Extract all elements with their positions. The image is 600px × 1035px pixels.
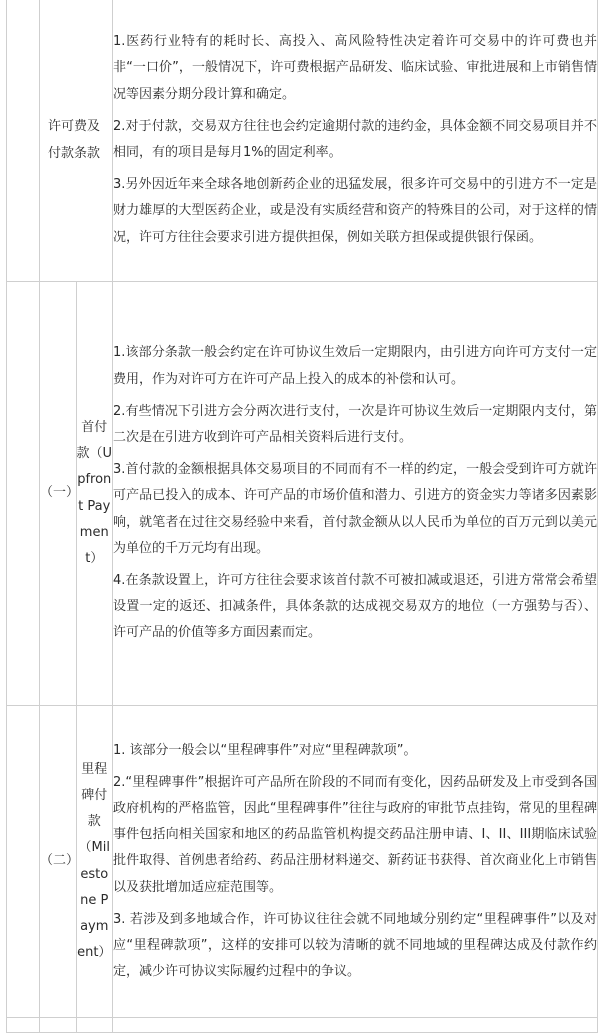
paragraph: 1.医药行业特有的耗时长、高投入、高风险特性决定着许可交易中的许可费也并非“一口价”，一般情况下，许可费根据产品研发、临床试验、审批进展和上市销售情况等因素分期分段计算和确定。 — [113, 34, 597, 102]
row-content — [113, 282, 598, 706]
paragraph: 2.“里程碑事件”根据许可产品所在阶段的不同而有变化，因药品研发及上市受到各国政府机构的严格监管，因此“里程碑事件”往往与政府的审批节点挂钩，常见的里程碑事件包括向相关国家和地区的药品监管机构提交药品注册申请、I、II、III期临床试验批件取得、首例患者给药、药品注册材料递交、新药证书获得、首次商业化上市销售以及获批增加适应症范围等。 — [113, 774, 597, 895]
row-number: （二） — [40, 706, 77, 1018]
paragraph: 2.有些情况下引进方会分两次进行支付，一次是许可协议生效后一定期限内支付，第二次是在引进方收到许可产品相关资料后进行支付。 — [113, 403, 597, 445]
paragraph: 3.另外因近年来全球各地创新药企业的迅猛发展，很多许可交易中的引进方不一定是财力雄厚的大型医药企业，或是没有实质经营和资产的特殊目的公司，对于这样的情况，许可方往往会要求引进方提供担保，例如关联方担保或提供银行保函。 — [113, 177, 597, 245]
row-label: 许可费及付款条款 — [40, 0, 113, 282]
row-content — [113, 0, 598, 282]
paragraph: 3. 若涉及到多地域合作，许可协议往往会就不同地域分别约定“里程碑事件”以及对应“里程碑款项”，这样的安排可以较为清晰的就不同地域的里程碑达成及付款作约定，减少许可协议实际履约过程中的争议。 — [113, 911, 597, 980]
row-content — [113, 706, 598, 1018]
blank-cell — [7, 1018, 40, 1033]
blank-cell — [7, 706, 40, 1018]
table-row — [7, 0, 598, 282]
blank-cell — [40, 1018, 77, 1033]
terms-table — [6, 0, 598, 1033]
paragraph: 2.对于付款，交易双方往往也会约定逾期付款的违约金，具体金额不同交易项目并不相同，有的项目是每月1%的固定利率。 — [113, 118, 597, 160]
blank-cell — [113, 1018, 598, 1033]
blank-cell — [7, 0, 40, 282]
paragraph: 1.该部分条款一般会约定在许可协议生效后一定期限内，由引进方向许可方支付一定费用，作为对许可方在许可产品上投入的成本的补偿和认可。 — [113, 345, 597, 387]
table-row — [7, 282, 598, 706]
table-row — [7, 1018, 598, 1033]
paragraph: 3.首付款的金额根据具体交易项目的不同而有不一样的约定，一般会受到许可方就许可产品已投入的成本、许可产品的市场价值和潜力、引进方的资金实力等诸多因素影响，就笔者在过往交易经验中来看，首付款金额从以人民币为单位的百万元到以美元为单位的千万元均有出现。 — [113, 462, 597, 556]
paragraph: 1. 该部分一般会以“里程碑事件”对应“里程碑款项”。 — [113, 742, 417, 758]
row-label: 里程碑付款（Milestone Payment） — [76, 706, 113, 1018]
row-number: （一） — [40, 282, 77, 706]
paragraph: 4.在条款设置上，许可方往往会要求该首付款不可被扣减或退还，引进方常常会希望设置一定的返还、扣减条件，具体条款的达成视交易双方的地位（一方强势与否）、许可产品的价值等多方面因素而定。 — [113, 573, 597, 641]
blank-cell — [76, 1018, 113, 1033]
blank-cell — [7, 282, 40, 706]
row-label: 首付款（Upfront Payment） — [76, 282, 113, 706]
table-row — [7, 706, 598, 1018]
